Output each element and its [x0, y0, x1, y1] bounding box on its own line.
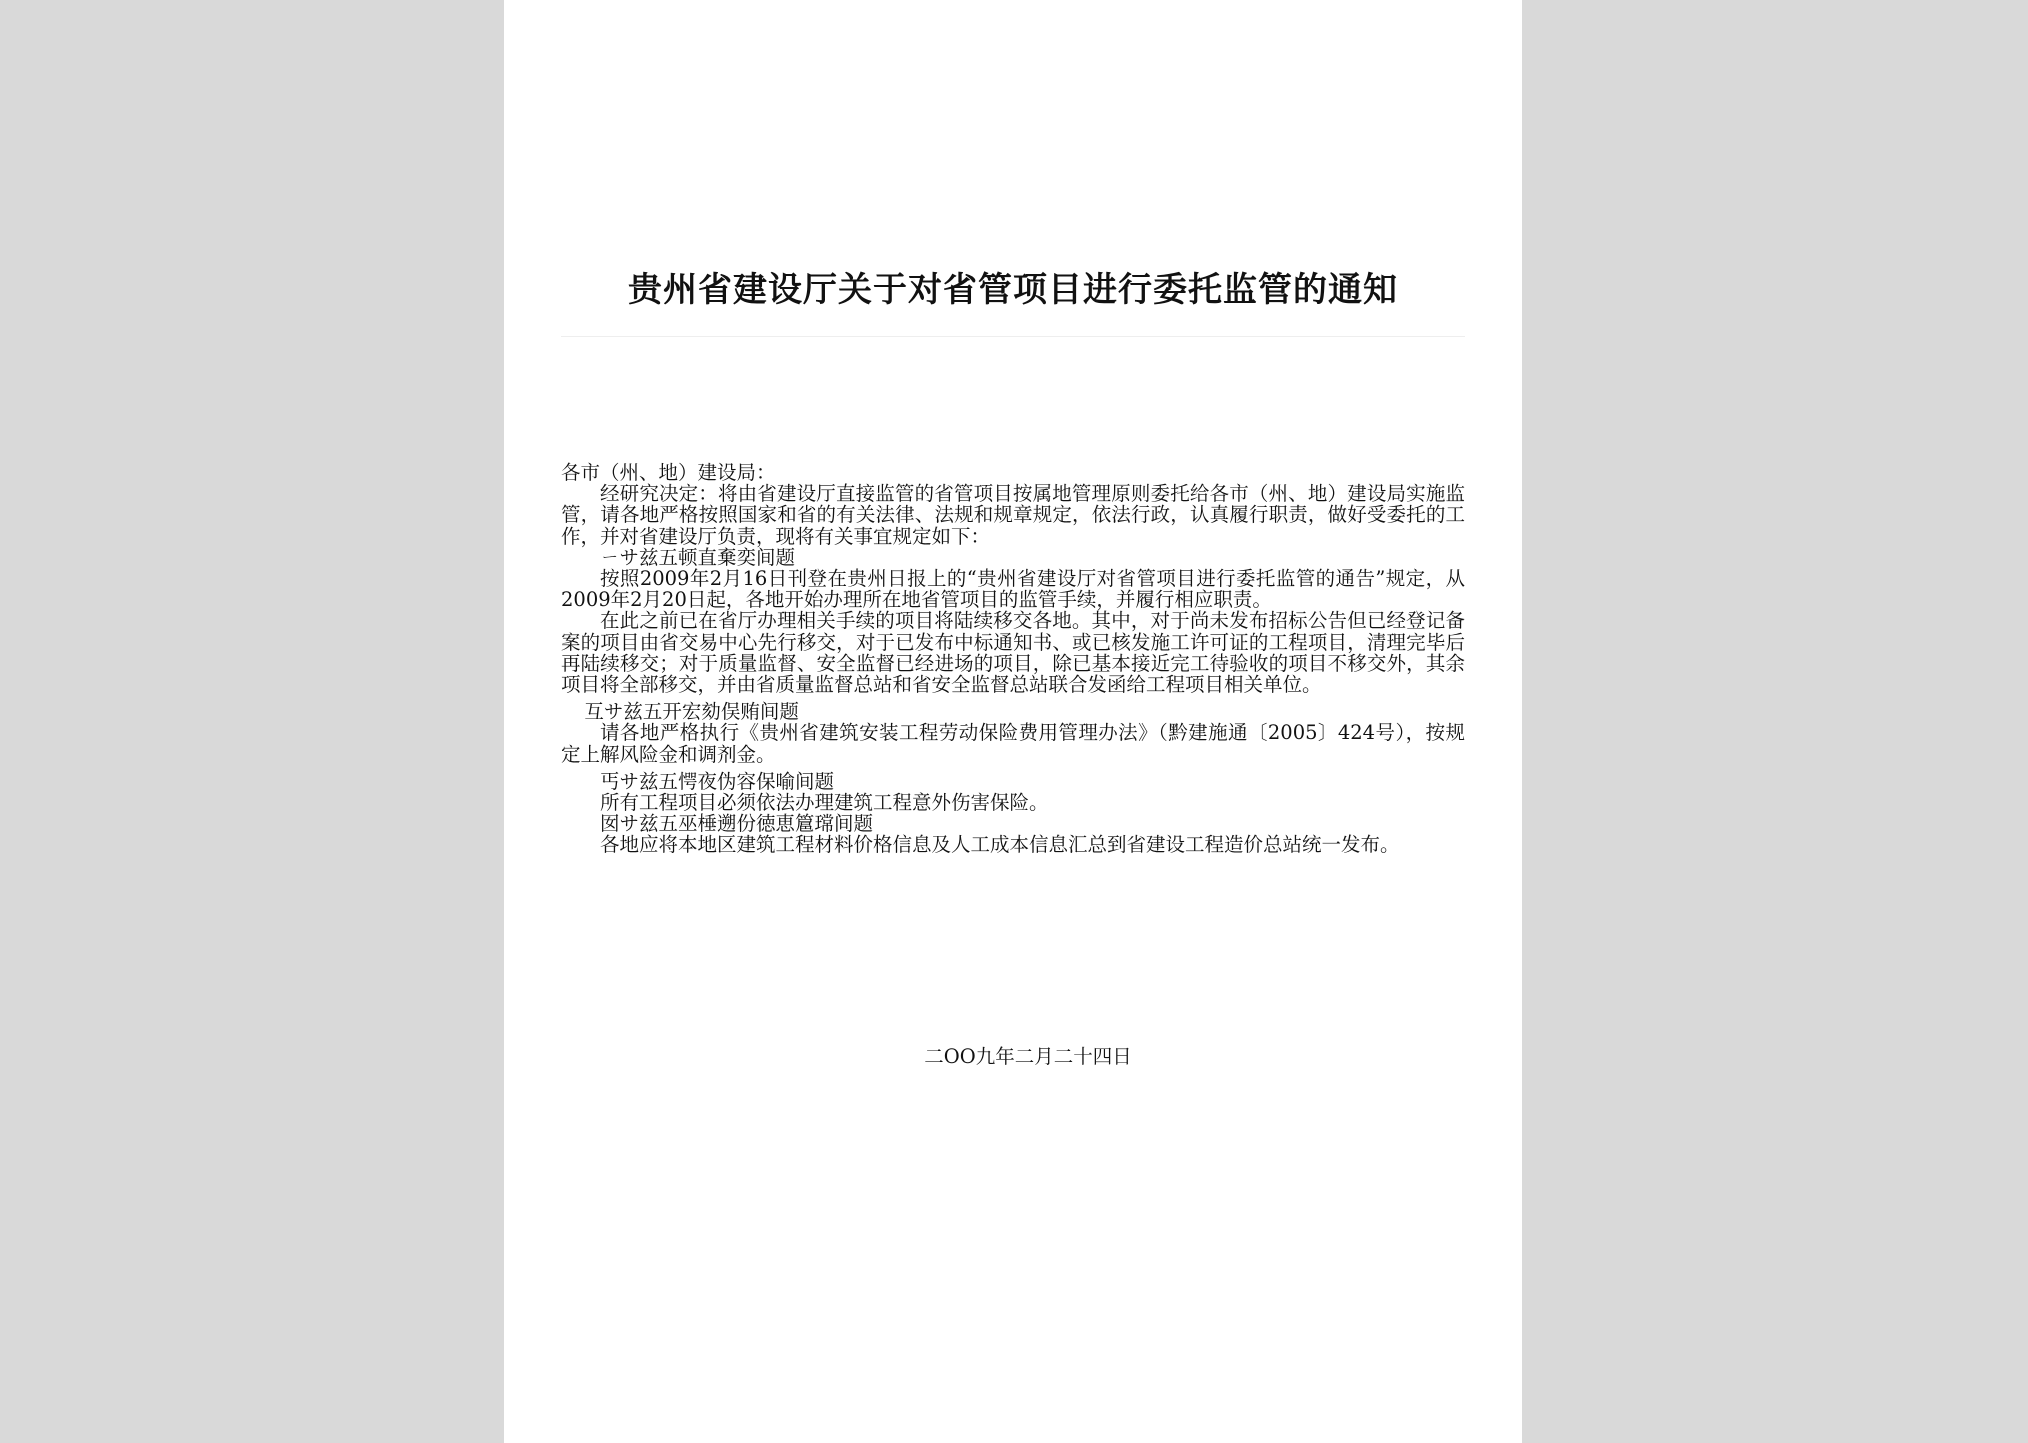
section-2-paragraph-1: 请各地严格执行《贵州省建筑安装工程劳动保险费用管理办法》（黔建施通〔2005〕424号），按规定上解风险金和调剂金。 [561, 721, 1465, 766]
section-1-paragraph-1: 按照2009年2月16日刊登在贵州日报上的“贵州省建设厅对省管项目进行委托监管的通告”规定，从2009年2月20日起，各地开始办理所在地省管项目的监管手续，并履行相应职责。 [561, 567, 1465, 612]
intro-paragraph: 经研究决定：将由省建设厅直接监管的省管项目按属地管理原则委托给各市（州、地）建设局实施监管，请各地严格按照国家和省的有关法律、法规和规章规定，依法行政，认真履行职责，做好受委托的工作，并对省建设厅负责，现将有关事宜规定如下： [561, 482, 1465, 548]
section-3-paragraph-1: 所有工程项目必须依法办理建筑工程意外伤害保险。 [600, 791, 1049, 815]
section-heading-1: ㄧサ兹五顿直棄奕间题 [600, 545, 796, 569]
section-heading-3: 丐サ兹五愕夜伪容保喻间题 [600, 769, 835, 793]
section-heading-2: 互サ兹五开宏劾俣贿间题 [584, 700, 799, 724]
addressee: 各市（州、地）建设局： [561, 461, 776, 484]
section-heading-4: 囡サ兹五巫棰遡份徳恵簄瑺间题 [600, 812, 874, 836]
title-divider [561, 336, 1465, 337]
section-1-paragraph-2: 在此之前已在省厅办理相关手续的项目将陆续移交各地。其中，对于尚未发布招标公告但已经登记备案的项目由省交易中心先行移交，对于已发布中标通知书、或已核发施工许可证的工程项目，清理完毕后再陆续移交；对于质量监督、安全监督已经进场的项目，除已基本接近完工待验收的项目不移交外，其余项目将全部移交，并由省质量监督总站和省安全监督总站联合发函给工程项目相关单位。 [561, 609, 1465, 697]
section-4-paragraph-1: 各地应将本地区建筑工程材料价格信息及人工成本信息汇总到省建设工程造价总站统一发布。 [600, 833, 1400, 857]
document-body [561, 462, 1465, 856]
document-date: 二OO九年二月二十四日 [924, 1045, 1132, 1068]
document-title: 贵州省建设厅关于对省管项目进行委托监管的通知 [628, 270, 1398, 310]
document-page [504, 0, 1522, 1443]
